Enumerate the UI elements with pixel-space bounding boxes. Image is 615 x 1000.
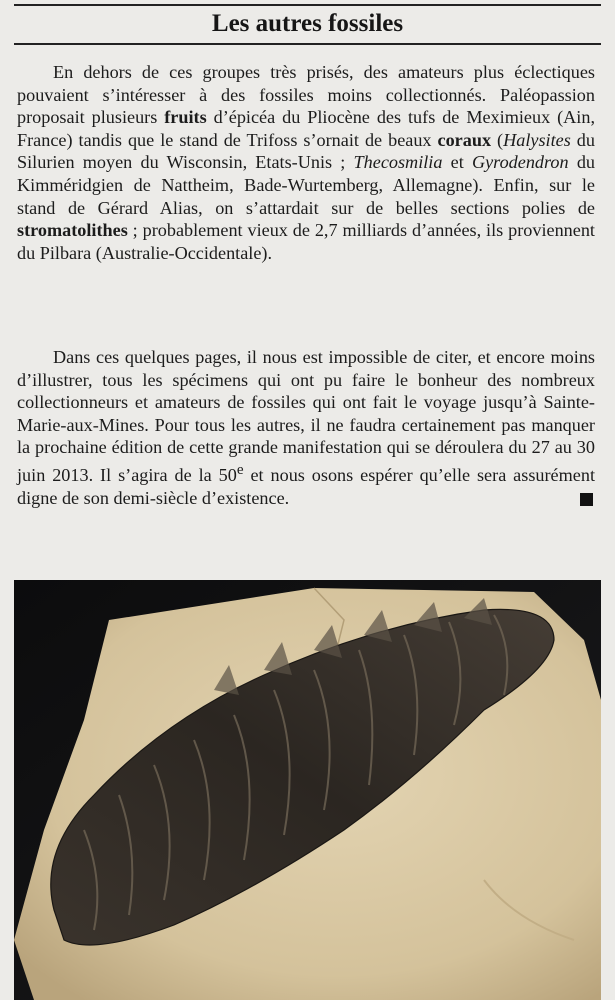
end-of-article-mark: [580, 493, 593, 506]
taxon-thecosmilia: Thecosmilia: [353, 152, 443, 173]
ordinal-superscript: e: [236, 460, 244, 478]
paragraph-fossils: En dehors de ces groupes très prisés, des amateurs plus éclectiques pouvaient s’intéresser à des fossiles moins collectionnés. Paléopassion proposait plusieurs fruits d’épicéa du Pliocène des tufs de Meximieux (Ain, France) tandis que le stand de Trifoss s’ornait de beaux coraux (Halysites du Silurien moyen du Wisconsin, Etats-Unis ; Thecosmilia et Gyrodendron du Kimméridgien de Nattheim, Bade-Wurtemberg, Allemagne). Enfin, sur le stand de Gérard Alias, on s’attardait sur de belles sections polies de stromatolithes ; probablement vieux de 2,7 milliards d’années, ils proviennent du Pilbara (Australie-Occidentale).: [17, 62, 596, 263]
section-title: Les autres fossiles: [211, 10, 404, 37]
taxon-halysites: Halysites: [503, 129, 571, 150]
taxon-gyrodendron: Gyrodendron: [471, 152, 569, 173]
paragraph-conclusion: Dans ces quelques pages, il nous est impossible de citer, et encore moins d’illustrer, tous les spécimens qui ont pu faire le bonheur des nombreux collectionneurs et amateurs de fossiles qui ont fait le voyage jusqu’à Sainte-Marie-aux-Mines. Pour tous les autres, il ne faudra certainement pas manquer la prochaine édition de cette grande manifestation qui se déroulera du 27 au 30 juin 2013. Il s’agira de la 50e et nous osons espérer qu’elle sera assurément digne de son demi-siècle d’existence.: [17, 347, 595, 508]
title-rule-bottom: [14, 43, 601, 45]
keyword-coraux: coraux: [437, 129, 492, 150]
fossil-cone-photo: [14, 580, 601, 1000]
keyword-fruits: fruits: [164, 107, 207, 128]
title-rule-top: [14, 4, 601, 6]
keyword-stromatolithes: stromatolithes: [17, 220, 128, 241]
